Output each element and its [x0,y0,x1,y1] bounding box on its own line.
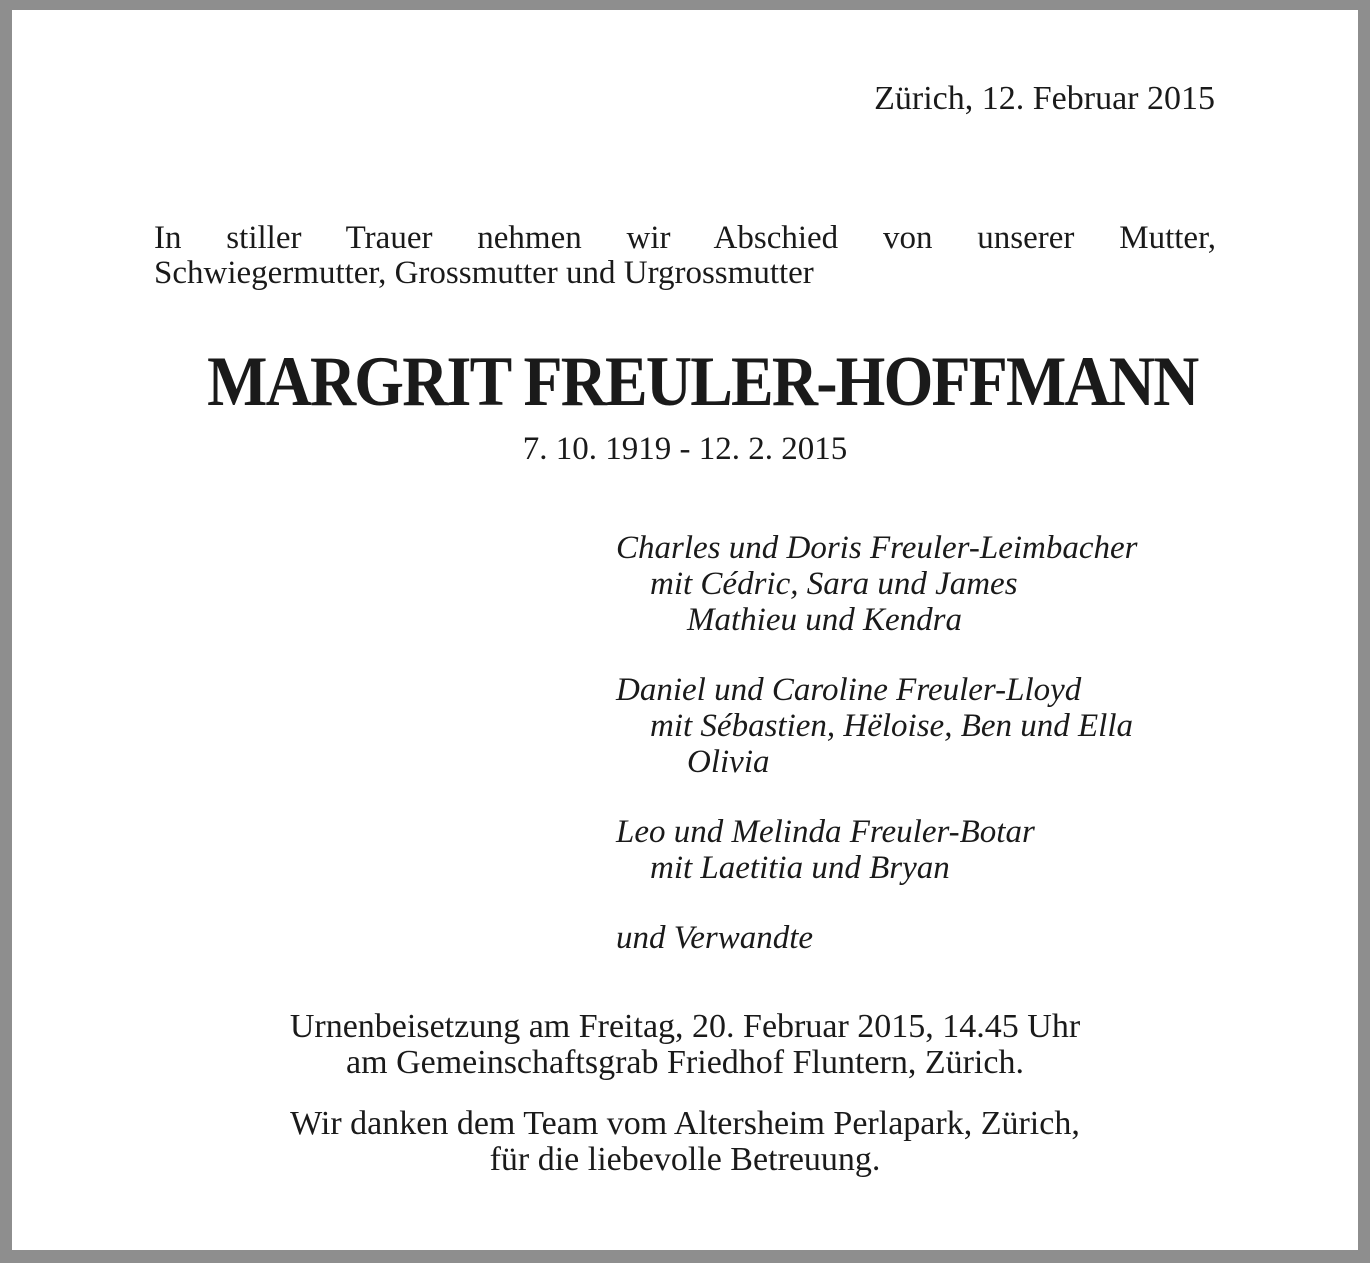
thanks-line-2: für die liebevolle Betreuung. [489,1141,881,1178]
intro-line-1: In stiller Trauer nehmen wir Abschied von unserer Mutter, [154,220,1216,256]
family-parents: Leo und Melinda Freuler-Botar [616,814,1035,850]
family-group [616,530,1138,638]
family-parents: Daniel und Caroline Freuler-Lloyd [616,672,1082,708]
obituary-notice [12,10,1358,1250]
thanks-line-1: Wir danken dem Team vom Altersheim Perlapark, Zürich, [290,1105,1080,1142]
family-children: mit Cédric, Sara und James [650,566,1018,602]
intro-line-2: Schwiegermutter, Grossmutter und Urgrossmutter [154,255,814,291]
family-children: mit Laetitia und Bryan [650,850,950,886]
family-grandchildren: Olivia [687,744,770,780]
thanks-note [12,1106,1358,1178]
family-group [616,672,1138,780]
burial-line-1: Urnenbeisetzung am Freitag, 20. Februar 2015, 14.45 Uhr [289,1008,1081,1045]
mourners-list [616,530,1138,990]
relatives-line-group [616,920,1138,956]
life-dates: 7. 10. 1919 - 12. 2. 2015 [522,431,848,467]
deceased-name: MARGRIT FREULER-HOFFMANN [207,343,1198,421]
burial-line-2: am Gemeinschaftsgrab Friedhof Fluntern, Zürich. [346,1044,1024,1081]
family-children: mit Sébastien, Hëloise, Ben und Ella [650,708,1133,744]
family-parents: Charles und Doris Freuler-Leimbacher [616,530,1138,566]
place-date: Zürich, 12. Februar 2015 [874,80,1215,117]
family-group [616,814,1138,886]
family-grandchildren: Mathieu und Kendra [687,602,962,638]
intro-text [154,221,1216,291]
relatives-line: und Verwandte [616,920,814,956]
burial-info [12,1009,1358,1081]
